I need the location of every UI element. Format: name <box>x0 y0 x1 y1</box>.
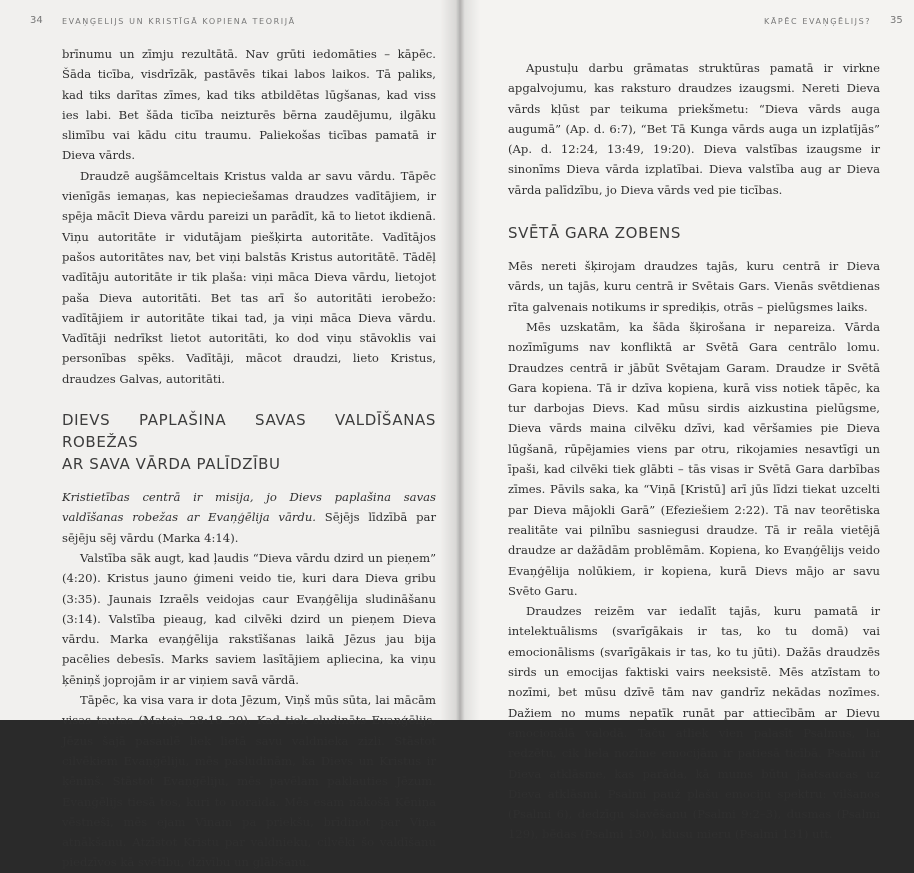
right-paragraph-2: Mēs nereti šķirojam draudzes tajās, kuru centrā ir Dieva vārds, un tajās, kuru centrā ir Svētais Gars. Vienās svētdienas rīta galvenais notikums ir sprediķis, otrās – pielūgsmes laiks. <box>508 259 880 314</box>
right-page-text <box>508 58 880 845</box>
left-paragraph-1: brīnumu un zīmju rezultātā. Nav grūti iedomāties – kāpēc. Šāda ticība, visdrīzāk, pastāvēs tikai labos laikos. Tā paliks, kad tiks darītas zīmes, kad tiks atbildētas lūgšanas, kad viss ies labi. Bet šāda ticība neizturēs bērna zaudējumu, ilgāku slimību vai kādu citu traumu. Paliekošas ticības pamatā ir Dieva vārds. <box>62 47 436 163</box>
left-paragraph-4: Tāpēc, ka visa vara ir dota Jēzum, Viņš mūs sūta, lai mācām visas tautas (Mateja 28:18–20). Kad tiek sludināts Evaņģēlijs, Jēzus šajā pasaulē liek lietā savu valdnieka zizli. Stāstot cilvēkiem Evaņģēliju, mēs pasludinām, ka Dievs un Kristus ir ķēniņš. Stāstot Evaņģēliju, mēs pavēlam pakļauties Jēzum. Evaņģēlijs tiesā tos, kuri to noraida. Mēs esam nākošā Ķēniņa vēstneši, mēs ejam Viņam pa priekšu, brīdinot par Viņa atnākšanu. Atzīstot Kristu par valdnieku, cilvēki šo valdīšanu piedzīvos kā svētību, dzīvību un glābšanu. <box>62 693 436 870</box>
section-heading-right: SVĒTĀ GARA ZOBENS <box>508 224 681 243</box>
left-paragraph-2: Draudzē augšāmceltais Kristus valda ar savu vārdu. Tāpēc vienīgās iemaņas, kas nepieciešamas draudzes vadītājiem, ir spēja mācīt Dieva vārdu pareizi un parādīt, kā to lietot ikdienā. Viņu autoritāte ir vidutājam piešķirta autoritāte. Vadītājos pašos autoritātes nav, bet viņi balstās Kristus autoritātē. Tādēļ vadītāju autoritāte ir tik plaša: viņi māca Dieva vārdu, lietojot paša Dieva autoritāti. Bet tas arī šo autoritāti ierobežo: vadītājiem ir autoritāte tikai tad, ja viņi māca Dieva vārdu. Vadītāji nedrīkst lietot autoritāti, ko dod viņu stāvoklis vai personības spēks. Vadītāji, mācot draudzi, lieto Kristus, draudzes Galvas, autoritāti. <box>62 168 436 386</box>
right-paragraph-1: Apustuļu darbu grāmatas struktūras pamatā ir virkne apgalvojumu, kas raksturo draudzes izaugsmi. Nereti Dieva vārds kļūst par teikuma priekšmetu: “Dieva vārds auga augumā” (Ap. d. 6:7), “Bet Tā Kunga vārds auga un izplatījās” (Ap. d. 12:24, 13:49, 19:20). Dieva valstības izaugsme ir sinonīms Dieva vārda izplatībai. Dieva valstība aug ar Dieva vārda palīdzību, jo Dieva vārds ved pie ticības. <box>508 61 880 197</box>
page-number-left: 34 <box>30 15 43 26</box>
lead-rest: Sējējs līdzībā par sējēju sēj vārdu (Marka 4:14). <box>62 510 436 545</box>
page-number-right: 35 <box>890 15 903 26</box>
left-paragraph-3: Valstība sāk augt, kad ļaudis “Dieva vārdu dzird un pieņem” (4:20). Kristus jauno ģimeni veido tie, kuri dara Dieva gribu (3:35). Jaunais Izraēls veidojas caur Evaņģēlija sludināšanu (3:14). Valstība pieaug, kad cilvēki dzird un pieņem Dieva vārdu. Marka evaņģēlija rakstīšanas laikā Jēzus jau bija pacēlies debesīs. Marks saviem lasītājiem apliecina, ka viņu ķēniņš joprojām ir ar viņiem savā vārdā. <box>62 550 436 687</box>
lead-paragraph <box>62 487 436 548</box>
section-heading-line-2: AR SAVA VĀRDA PALĪDZĪBU <box>62 455 281 474</box>
right-page <box>458 0 914 842</box>
left-page-text <box>62 44 436 873</box>
right-paragraph-3: Mēs uzskatām, ka šāda šķirošana ir nepareiza. Vārda nozīmīgums nav konfliktā ar Svētā Gara centrālo lomu. Draudzes centrā ir jābūt Svētajam Garam. Draudze ir Svētā Gara kopiena. Tā ir dzīva kopiena, kurā viss notiek tāpēc, ka tur darbojas Dievs. Kad mūsu sirdis aizkustina pielūgsme, Dieva vārds maina cilvēku dzīvi, kad vēršamies pie Dieva lūgšanā, rūpējamies viens par otru, rikojamies nesavtīgi un īpaši, kad cilvēki tiek glābti – tās visas ir Svētā Gara darbības zīmes. Pāvils saka, ka “Viņā [Kristū] arī jūs līdzi tiekat uzcelti par Dieva mājokli Garā” (Efeziešiem 2:22). Tā nav teorētiska realitāte vai pilnību sasniegusi draudze. Tā ir reāla vietējā draudze ar dažādām problēmām. Kopiena, ko Evaņģēlijs veido Evaņģēlija nolūkiem, ir kopiena, kurā Dievs mājo ar savu Svēto Garu. <box>508 319 880 598</box>
left-page <box>0 0 458 870</box>
running-head-right: KĀPĒC EVAŅĢĒLIJS? <box>764 17 872 26</box>
section-heading-line-1: DIEVS PAPLAŠINA SAVAS VALDĪŠANAS ROBEŽAS <box>62 411 436 452</box>
right-paragraph-4: Draudzes reizēm var iedalīt tajās, kuru pamatā ir intelektuālisms (svarīgākais ir tas, ko tu domā) vai emocionālisms (svarīgākais ir tas, ko tu jūti). Dažās draudzēs sirds un emocijas faktiski vairs neeksistē. Mēs atzīstam to nozīmi, bet mūsu dzīvē tām nav gandrīz nekādas nozīmes. Dažiem no mums nepatīk runāt par attiecībām ar Dievu emocionālā valodā. Taču atliek vien palasīt Psalmus, lai redzētu, cik liela nozīme emocijām ir patiesā ticībā. Psalmi ir Dieva atklāsme, kas parāda, kā mums būtu jāatsaucas uz Dieva atklāsmi. Psalmi pauž plašu emociju spektru: vilšanos (Psalmi 6), dedzīgu slavēšanu (Psalmi 9:2–3), dusmas (Psalmi 129), bēdas (Psalmi 130), klusu mieru (Psalmi 131) utt. <box>508 604 880 842</box>
running-head-left: EVAŅĢELIJS UN KRISTĪGĀ KOPIENA TEORIJĀ <box>62 17 296 26</box>
lead-italic: Kristietības centrā ir misija, jo Dievs paplašina savas valdīšanas robežas ar Evaņģēlija vārdu. <box>62 490 436 525</box>
